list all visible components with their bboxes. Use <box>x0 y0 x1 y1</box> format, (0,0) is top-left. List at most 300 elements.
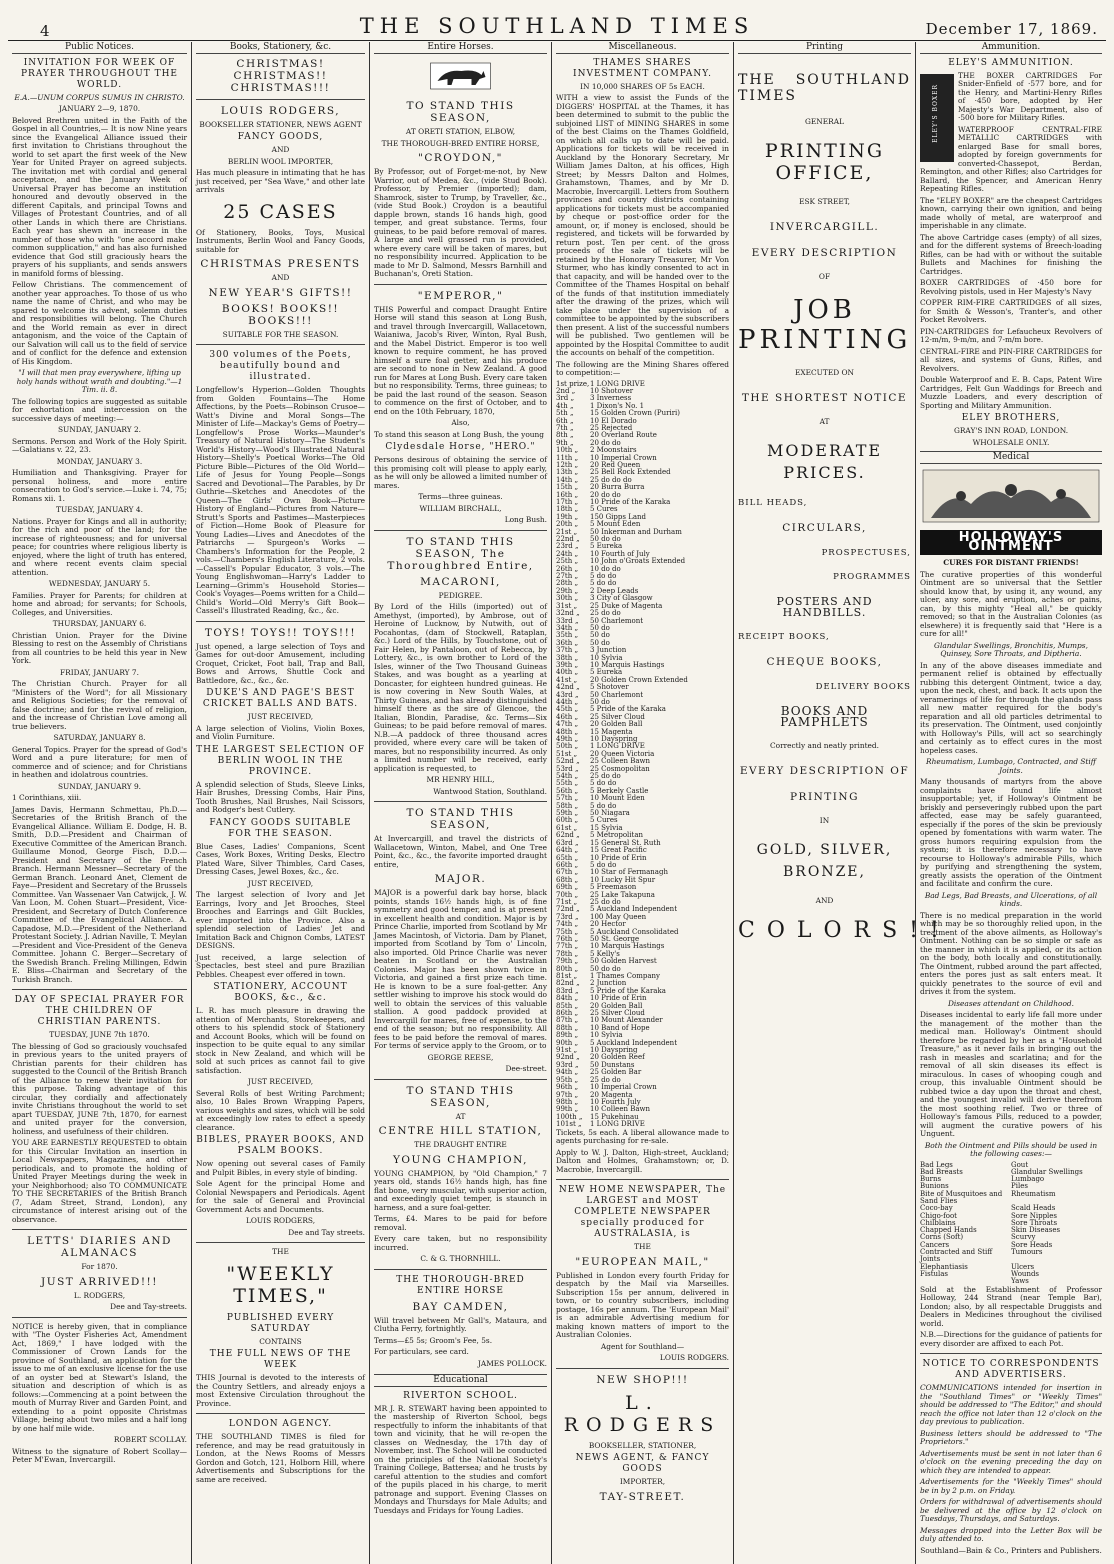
prize-rank: 90th „ <box>556 1038 579 1047</box>
ailment-item: Wounds <box>1011 1269 1040 1278</box>
prize-shares: 5 do do <box>590 801 617 810</box>
shop-owner-name: L. RODGERS <box>563 1391 722 1436</box>
prize-shares: 20 Red Queen <box>590 460 641 469</box>
ad-terms: Terms, £4. Mares to be paid for before removal. <box>374 1214 547 1232</box>
berlin-wool-heading: THE LARGEST SELECTION OF BERLIN WOOL IN THE PROVINCE. <box>196 744 365 777</box>
signatories: James Davis, Hermann Schmettau, Ph.D.—Secretaries of the British Branch of the Evangelical Alliance. William E. Dodge, H. B. Smith, D.D.—President and Chairman of Executive Committee of the American Branch. Guillaume Monod, George Fisch, D.D.—President and Secretary of the French Branch. Hermann Messner—Secretary of the German Branch. Leonard Anet, Clement de Faye—President and Secretary of the Brussels Committee. Van Wassenaer Van Catwijck, J. W. Van Loon, M. Cohen Stuart—President, Vice-President, and Secretary of Dutch Conference Committee of the Evangelical Alliance. A. Capadose, M.D.—President of the Netherland Protestant Society. J. Adrian Naville, T. Meylan—President and Vice-President of the Geneva Committee. Johann C. Berger—Secretary of the Swedish Branch. Freling Millingen, Edwin E. Bliss—Chairman and Secretary of the Turkish Branch. <box>12 804 187 984</box>
prize-rank: 82nd „ <box>556 979 580 988</box>
cures-heading: CURES FOR DISTANT FRIENDS! <box>943 558 1079 567</box>
divider <box>374 530 547 531</box>
ad-paragraph: Double Waterproof and E. B. Caps, Patent Wire Cartridges, Felt Gun Waddings for Breech and Muzzle Loaders, and every description of Sporting and Military Ammunition. <box>920 375 1102 410</box>
station-name: CENTRE HILL STATION, <box>378 1125 543 1137</box>
prize-rank: 64th „ <box>556 846 579 855</box>
prize-rank: 30th „ <box>556 594 579 603</box>
notice-paragraph: Fellow Christians. The commencement of another year approaches. To those of us who name the name of Christ, and who may be spared to welcome its advent, solemn duties and responsibilities will belong. The Church and the World remain as ever in direct antagonism, and the voice of the Captain of our Salvation will call us to the field of service and of conflict for the defence and extension of His Kingdom. <box>12 280 187 366</box>
day-heading: SUNDAY, JANUARY 9. <box>57 781 142 791</box>
column-heading: Entire Horses. <box>374 42 547 54</box>
prize-shares: 15 Magenta <box>590 727 633 736</box>
prize-shares: 5 Pride of the Karaka <box>590 986 666 995</box>
ailment-item: Chigo-foot <box>920 1211 957 1220</box>
print-line: IN <box>819 815 830 825</box>
prize-list <box>556 381 729 1129</box>
ad-paragraph: WATERPROOF CENTRAL-FIRE METALLIC CARTRIDGES with enlarged Base for small bores, adopted by foreign governments for converted-Chassepot, Berdan, Remington, and other Rifles; also Cartridges for Ballard, the Spencer, and American Henry Repeating Rifles. <box>920 124 1102 193</box>
ailment-item: Piles <box>1011 1182 1028 1191</box>
prize-shares: 1 LONG DRIVE <box>590 379 645 388</box>
prayer-topic: The Christian Church. Prayer for all "Ministers of the Word"; for all Missionary and Religious Societies; for the removal of false doctrine; and for the revival of religion, and the increase of Christian Love among all true believers. <box>12 679 187 731</box>
prize-rank: 88th „ <box>556 1023 579 1032</box>
ad-paragraph: THIS Journal is devoted to the interests of the Country Settlers, and already enjoys a most Extensive Circulation throughout the Province. <box>196 1373 365 1408</box>
prize-rank: 70th „ <box>556 890 579 899</box>
divider <box>196 344 365 345</box>
ailment-item: Skin Diseases <box>1011 1226 1061 1235</box>
ad-paragraph: The "ELEY BOXER" are the cheapest Cartridges known, carrying their own ignition, and being made wholly of metal, are waterproof and imperishable in any climate. <box>920 195 1102 230</box>
prize-row <box>556 1054 729 1061</box>
divider <box>374 1079 547 1080</box>
european-mail-title: "EUROPEAN MAIL," <box>575 1255 710 1268</box>
ailment-item: Glandular Swellings <box>1011 1167 1083 1176</box>
ad-paragraph: The following are the Mining Shares offered to competition:— <box>556 359 729 377</box>
ad-paragraph: PIN-CARTRIDGES for Lefaucheux Revolvers of 12-m/m, 9-m/m, and 7-m/m bore. <box>920 326 1102 344</box>
prize-rank: 16th „ <box>556 490 579 499</box>
prize-row <box>556 640 729 647</box>
advertiser-name: L. RODGERS, <box>73 1290 126 1300</box>
advertiser-address: Dee-street. <box>505 1064 547 1073</box>
prize-shares: 25 do do do <box>590 475 632 484</box>
ailment-item: Coco-bay <box>920 1204 953 1213</box>
prize-row <box>556 929 729 936</box>
advertiser-name: LOUIS RODGERS, <box>220 104 341 117</box>
column-ammunition-medical <box>916 42 1106 1564</box>
ailment-item: Contracted and Stiff Joints <box>920 1248 993 1264</box>
prize-shares: 20 Hector <box>590 920 626 929</box>
prize-shares: 1 LONG DRIVE <box>590 1120 645 1129</box>
weekly-times-title: "WEEKLY TIMES," <box>226 1262 335 1307</box>
printer-name: THE SOUTHLAND TIMES <box>738 71 911 104</box>
prize-rank: 1st prize, <box>556 379 590 388</box>
horse-ad-heading: TO STAND THIS SEASON, <box>406 807 515 831</box>
print-line: THE SHORTEST NOTICE <box>741 391 908 404</box>
ailment-item: Sore Heads <box>1011 1240 1053 1249</box>
ailment-item: Bunions <box>920 1182 949 1191</box>
prize-shares: 10 El Dorado <box>590 416 637 425</box>
prize-shares: 50 Golden Harvest <box>590 957 657 966</box>
prize-rank: 89th „ <box>556 1031 579 1040</box>
prize-shares: 5 Eureka <box>590 668 623 677</box>
prize-shares: 3 Inverness <box>590 394 632 403</box>
prize-row <box>556 892 729 899</box>
divider <box>196 1413 365 1414</box>
prize-rank: 101st „ <box>556 1120 582 1129</box>
prize-rank: 22nd „ <box>556 535 580 544</box>
print-item: CHEQUE BOOKS, <box>766 656 883 668</box>
prize-shares: 10 Dayspring <box>590 1046 638 1055</box>
prize-rank: 96th „ <box>556 1083 579 1092</box>
prize-shares: 10 do do <box>590 564 621 573</box>
prize-row <box>556 773 729 780</box>
prize-shares: 3 Junction <box>590 646 627 655</box>
print-item: PROSPECTUSES, <box>821 548 911 558</box>
stationery-heading: STATIONERY, ACCOUNT BOOKS, &c., &c. <box>213 982 348 1003</box>
prize-shares: 2 Junction <box>590 979 627 988</box>
prize-rank: 33rd „ <box>556 616 579 625</box>
horse-ad-location: AT ORETI STATION, ELBOW, <box>405 127 516 136</box>
prize-shares: 50 St. George <box>590 934 640 943</box>
ad-paragraph: Diseases incidental to early life fall more under the management of the mother than the medical man. Holloway's Ointment should therefore be regarded by her as a "Household Treasure," as it never fails in bringing out the rash in measles and scarlatina; and for the removal of all skin diseases its effect is miraculous. In cases of whooping cough and croup, this invaluable Ointment should be rubbed twice a day upon the throat and chest, and the youngest invalid will derive therefrom the most soothing relief. Two or three of Holloway's famous Pills, reduced to a powder, will augment the curative powers of his Unguent. <box>920 1010 1102 1138</box>
prize-rank: 56th „ <box>556 786 579 795</box>
pedigree-label: PEDIGREE. <box>438 590 483 600</box>
advertiser-name: GEORGE REESE, <box>427 1052 494 1062</box>
prize-row <box>556 1040 729 1047</box>
column-heading: Ammunition. <box>920 42 1102 54</box>
ad-paragraph: Published in London every fourth Friday for despatch by the Mail via Marseilles. Subscription 15s per annum, delivered in town, or to country subscribers, including postage, 16s per annum. The 'European Mail' is an admirable Advertising medium for making known matters of import to the Australian Colonies. <box>556 1270 729 1340</box>
prize-shares: 10 Pride of Erin <box>590 994 647 1003</box>
print-item: PROGRAMMES <box>833 572 911 582</box>
prize-rank: 86th „ <box>556 1009 579 1018</box>
day-heading: MONDAY, JANUARY 3. <box>56 456 143 466</box>
weekly-contains: CONTAINS <box>259 1336 302 1346</box>
ad-paragraph: Advertisements must be sent in not later than 6 o'clock on the evening preceding the day on which they are intended to appear. <box>920 1448 1102 1475</box>
prize-shares: 5 Auckland Consolidated <box>590 927 679 936</box>
ailment-item: Fistulas <box>920 1269 949 1278</box>
prize-rank: 73rd „ <box>556 912 579 921</box>
prize-rank: 40th „ <box>556 668 579 677</box>
prize-shares: 20 Overland Route <box>590 431 657 440</box>
prize-shares: 50 Charlemont <box>590 690 644 699</box>
just-received: JUST RECEIVED, <box>247 878 314 888</box>
column-books-stationery <box>192 42 370 1564</box>
prize-shares: 10 Sylvia <box>590 1031 623 1040</box>
prize-shares: 25 Rejected <box>590 423 633 432</box>
divider <box>12 989 187 990</box>
prize-row <box>556 558 729 565</box>
ailment-item: Elephantiasis <box>920 1262 968 1271</box>
prize-rank: 29th „ <box>556 586 579 595</box>
prize-shares: 5 Berkely Castle <box>590 786 649 795</box>
prize-rank: 45th „ <box>556 705 579 714</box>
prize-shares: 50 do <box>590 638 610 647</box>
ailment-subheading: Both the Ointment and Pills should be used in the following cases:— <box>924 1140 1098 1158</box>
prize-shares: 10 Marquis Hastings <box>590 660 665 669</box>
weekly-full-news: THE FULL NEWS OF THE WEEK <box>209 1349 352 1370</box>
ad-paragraph: By Professor, out of Forget-me-not, by New Warrior, out of Medea, &c., (vide Stud Book). Professor, by Premier (imported); dam, Shamrock, sister to Trump, by Traveller, &c., (vide Stud Book.) Croydon is a beautiful dapple brown, stands 16 hands high, good temper, and great substance. Terms, four guineas, to be paid before removal of mares. A large and well grassed run is provided, where every care will be taken of mares, but no responsibility incurred. Application to be made to Mr D. Salmond, Messrs Barnhill and Buchanan's, Oreti Station. <box>374 167 547 278</box>
prize-row <box>556 766 729 773</box>
agent-label: Agent for Southland— <box>600 1341 685 1351</box>
advertiser-address: Dee and Tay streets. <box>288 1227 365 1237</box>
ad-paragraph: The largest selection of Ivory and Jet Earrings, Ivory and Jet Brooches, Steel Brooches and Earrings and Gilt Buckles, ever imported into the Province. Also a splendid selection of Ladies' Jet and Imitation Back and Chignon Combs, LATEST DESIGNS. <box>196 890 365 950</box>
ad-also: Also, <box>451 418 470 427</box>
horse-name-major: MAJOR. <box>434 873 487 885</box>
prize-shares: 15 Great Pacific <box>590 846 647 855</box>
prize-row <box>556 440 729 447</box>
prize-shares: 5 Cures <box>590 816 618 825</box>
print-line: GENERAL <box>805 116 844 126</box>
prize-row <box>556 469 729 476</box>
prize-rank: 99th „ <box>556 1105 579 1114</box>
poets-heading: 300 volumes of the Poets, beautifully bound and illustrated. <box>209 350 352 382</box>
horse-ad-type: THE THOROUGH-BRED ENTIRE HORSE <box>396 1274 525 1296</box>
prize-row <box>556 647 729 654</box>
ad-paragraph: Orders for withdrawal of advertisements should be delivered at the office by 12 o'clock on Tuesdays, Thursdays, and Saturdays. <box>920 1497 1102 1524</box>
prize-row <box>556 603 729 610</box>
column-heading: Public Notices. <box>12 42 187 54</box>
prize-rank: 51st „ <box>556 749 578 758</box>
prize-shares: 50 Niagara <box>590 809 630 818</box>
prize-shares: 25 Golden Bar <box>590 1068 642 1077</box>
prize-shares: 5 Shotover <box>590 683 629 692</box>
ad-paragraph: L. R. has much pleasure in drawing the attention of Merchants, Storekeepers, and others to his splendid stock of Stationery and Account Books, which will be found on inspection to be quite equal to any similar stock in New Zealand, and which will be sold at such prices as cannot fail to give satisfaction. <box>196 1006 365 1075</box>
advertiser-address: Wantwood Station, Southland. <box>433 786 547 796</box>
ailment-item: Scald Heads <box>1011 1204 1056 1213</box>
cartridge-illustration <box>920 74 954 162</box>
ailment-item: Corns (Soft) <box>920 1233 964 1242</box>
ad-paragraph: MR J. R. STEWART having been appointed to the mastership of Riverton School, begs respectfully to inform the inhabitants of that town and vicinity, that he will re-open the classes on Wednesday, the 17th day of November, inst. The School will be conducted on the principles of the National Society's Training College, Battersea; and he trusts by careful attention to the studies and comfort of the pupils placed in his charge, to merit patronage and support. Evening Classes on Mondays and Thursdays for Male Adults; and Tuesdays and Fridays for Young Ladies. <box>374 1403 547 1515</box>
ailment-subheading: Diseases attendant on Childhood. <box>947 998 1075 1008</box>
special-prayer-title: DAY OF SPECIAL PRAYER FOR THE CHILDREN OF CHRISTIAN PARENTS. <box>14 995 185 1027</box>
horse-ad-type: THE DRAUGHT ENTIRE <box>414 1140 507 1149</box>
prize-shares: 25 do do <box>590 1075 621 1084</box>
column-entire-horses <box>370 42 552 1564</box>
prize-rank: 100th „ <box>556 1112 583 1121</box>
prize-shares: 10 Colleen Bawn <box>590 1105 651 1114</box>
prize-rank: 27th „ <box>556 572 579 581</box>
prize-rank: 35th „ <box>556 631 579 640</box>
divider <box>12 1317 187 1318</box>
prize-row <box>556 514 729 521</box>
prize-shares: 20 do do <box>590 438 621 447</box>
prize-row <box>556 455 729 462</box>
advertiser-name: LOUIS RODGERS. <box>659 1353 729 1363</box>
prize-shares: 25 Lake Takapuna <box>590 890 655 899</box>
prize-shares: 5 do do <box>590 579 617 588</box>
prize-rank: 20th „ <box>556 520 579 529</box>
prize-rank: 92nd „ <box>556 1053 580 1062</box>
prize-rank: 98th „ <box>556 1097 579 1106</box>
prize-rank: 77th „ <box>556 942 579 951</box>
prize-rank: 67th „ <box>556 868 579 877</box>
print-item: BOOKS AND PAMPHLETS <box>780 704 869 729</box>
ad-paragraph: The above Cartridge cases (empty) of all sizes, and for the different systems of Breech-loading Rifles, can be had with or without the suitable Bullets and Machines for finishing the Cartridges. <box>920 232 1102 276</box>
prize-shares: 20 Golden Crown Extended <box>590 675 688 684</box>
just-received: JUST RECEIVED, <box>247 712 314 721</box>
ailment-subheading: Rheumatism, Lumbago, Contracted, and Stiff Joints. <box>926 757 1096 775</box>
prayer-topic: Nations. Prayer for Kings and all in authority; for the rich and poor of the land; for the increase of righteousness; and for universal peace; for countries where religious liberty is enjoyed, where the light of truth has entered, and where recent events claim special attention. <box>12 516 187 577</box>
ad-paragraph: CENTRAL-FIRE and PIN-FIRE CARTRIDGES for all sizes, and systems of Guns, Rifles, and Revolvers. <box>920 346 1102 373</box>
prize-shares: 150 Gipps Land <box>590 512 647 521</box>
prize-rank: 87th „ <box>556 1016 579 1025</box>
just-received: JUST RECEIVED, <box>247 1077 314 1086</box>
ad-the: THE <box>634 1242 651 1252</box>
prize-rank: 79th „ <box>556 957 579 966</box>
prize-shares: 50 do <box>590 631 610 640</box>
prize-shares: 5 do do <box>590 572 617 581</box>
print-line: EVERY DESCRIPTION <box>751 246 898 259</box>
bibles-heading: BIBLES, PRAYER BOOKS, AND PSALM BOOKS. <box>196 1135 365 1156</box>
prize-rank: 13th „ <box>556 468 579 477</box>
advertiser-address: GRAY'S INN ROAD, LONDON. <box>953 426 1069 435</box>
prize-shares: 20 Golden Reef <box>590 1053 645 1062</box>
ad-paragraph: In any of the above diseases immediate and permanent relief is obtained by effectually rubbing this detergent Ointment, twice a day, upon the neck, chest, and back. It acts upon the veramerings of life for through the glands pass all new matter required for the body's reparation and all old particles detrimental to its preservation. The Ointment, used conjointly with Holloway's Pills, will act so searchingly and certainly as to effect cures in the most hopeless cases. <box>920 660 1102 755</box>
scripture-quote: "I will that men pray everywhere, lifting up holy hands without wrath and doubting."—1 Tim. ii. 8. <box>16 368 183 394</box>
prize-rank: 71st „ <box>556 897 578 906</box>
prize-row <box>556 692 729 699</box>
prize-shares: 20 Burra Burra <box>590 483 645 492</box>
prayer-topic: 1 Corinthians, xiii. <box>12 793 82 802</box>
prize-rank: 61st „ <box>556 823 578 832</box>
prize-rank: 62nd „ <box>556 831 580 840</box>
prize-row <box>556 573 729 580</box>
ad-paragraph: Every care taken, but no responsibility incurred. <box>374 1234 547 1252</box>
prize-row <box>556 618 729 625</box>
ad-paragraph: A large selection of Violins, Violin Boxes, and Violin Furniture. <box>196 723 365 741</box>
school-name: RIVERTON SCHOOL. <box>403 1390 518 1401</box>
prize-row <box>556 1084 729 1091</box>
column-public-notices <box>8 42 192 1564</box>
book-list: Longfellow's Hyperion—Golden Thoughts from Golden Fountains—The Home Affections, by the Poets—Robinson Crusoe—Watt's Divine and Moral Songs—The Minister of Life—Mackay's Gems of Poetry—Longfellow's Prose Works—Maunder's Treasury of Natural History—The Student's World's History—Wood's Illustrated Natural History—Shelly's Poetical Works—The Old Picture Bible—Pictures of the Old World—Life of Jesus for Young People—Songs Sacred and Devotional—The Parables, by Dr Guthrie—Sketches and Anecdotes of the Queen—The Girls' Own Book—Picture History of England—Pictures from Nature—Strutt's Sports and Pastimes—Masterpieces of Fiction—Home Book of Pleasure for Young Ladies—Lives and Anecdotes of the Patriarchs — Spurgeon's Works — Chambers's Information for the People, 2 vols.—Chambers's English Literature, 2 vols.—Cassell's Popular Educator, 3 vols.—The Young Englishwoman—Harry's Ladder to Learning—Grimm's Household Stories—Cook's Voyages—Poems written for a Child—Child's World—Old Merry's Gift Book—Cassell's Illustrated Reading, &c., &c. <box>196 385 365 615</box>
prize-shares: 5 do do <box>590 860 617 869</box>
column-heading: Miscellaneous. <box>556 42 729 54</box>
print-item: DELIVERY BOOKS <box>815 682 911 692</box>
divider <box>196 99 365 100</box>
ad-terms: Terms—£5 5s; Groom's Fee, 5s. <box>374 1335 493 1345</box>
prize-rank: 46th „ <box>556 712 579 721</box>
day-heading: WEDNESDAY, JANUARY 5. <box>48 579 151 588</box>
ailment-item: Rheumatism <box>1011 1189 1056 1198</box>
ad-paragraph: Of Stationery, Books, Toys, Musical Instruments, Berlin Wool and Fancy Goods, suitable for <box>196 227 365 254</box>
prize-row <box>556 677 729 684</box>
letts-year: For 1870. <box>81 1262 118 1271</box>
cricket-heading: DUKE'S AND PAGE'S BEST CRICKET BALLS AND BATS. <box>202 688 359 709</box>
holloways-ointment-banner: HOLLOWAY'S OINTMENT <box>920 530 1102 555</box>
prize-rank: 80th „ <box>556 964 579 973</box>
prize-rank: 11th „ <box>556 453 579 462</box>
column-miscellaneous <box>552 42 734 1564</box>
prize-shares: 50 Dunstans <box>590 1060 635 1069</box>
new-shop-heading: NEW SHOP!!! <box>596 1373 689 1386</box>
ad-paragraph: Apply to W. J. Dalton, High-street, Auckland; Dalton and Holmes, Grahamstown; or, D. Macrobie, Invercargill. <box>556 1147 729 1174</box>
letts-diaries-heading: LETTS' DIARIES AND ALMANACS <box>27 1235 172 1259</box>
prize-row <box>556 566 729 573</box>
prize-row <box>556 729 729 736</box>
ad-paragraph: Just opened, a large selection of Toys and Games for out-door Amusement, including Croquet, Cricket, Foot ball, Trap and Ball, Bows and Arrows, Shuttle Cock and Battledore, &c., &c., &c. <box>196 641 365 685</box>
prize-rank: 14th „ <box>556 475 579 484</box>
ailment-list <box>920 1162 1102 1286</box>
prize-row <box>556 810 729 817</box>
ad-paragraph: There is no medical preparation in the world which may be so thoroughly relied upon, in the treatment of the above ailments, as Holloway's Ointment. Nothing can be so simple or safe as the manner in which it is applied, or its action on the body, both locally and constitutionally. The Ointment, rubbed around the part affected, enters the pores just as salt enters meat. It quickly penetrates to the source of evil and drives it from the system. <box>920 910 1102 996</box>
notice-paragraph: YOU ARE EARNESTLY REQUESTED to obtain for this Circular Invitation an insertion in Local Newspapers, Magazines, and other periodicals, and to promote the holding of United Prayer Meetings during the week in your Neighborhood; also TO COMMUNICATE TO THE SECRETARIES of the British Branch (7, Adam Street, Strand, London), any circumstance of interest arising out of the observance. <box>12 1138 187 1224</box>
ailment-item: Bad Legs <box>920 1160 953 1169</box>
prize-shares: 1 Thames Company <box>590 972 660 980</box>
prize-rank: 24th „ <box>556 549 579 558</box>
divider <box>196 1242 365 1243</box>
prize-shares: 100 May Queen <box>590 912 647 921</box>
day-heading: SUNDAY, JANUARY 2. <box>57 425 142 434</box>
section-heading-medical: Medical <box>920 451 1102 464</box>
ad-paragraph: Business letters should be addressed to "The Proprietors." <box>920 1428 1102 1447</box>
ailment-subheading: Bad Legs, Bad Breasts, and Ulcerations, of all kinds. <box>924 890 1098 908</box>
ad-paragraph: MAJOR is a powerful dark bay horse, black points, stands 16½ hands high, is of fine symmetry and good temper, and is at present in excellent health and condition. Major is by Prince Charlie, imported from Scotland by Mr James Macintosh, of Victoria. Dam by Planet, imported from Scotland by Tom o' Lincoln, also imported. Old Prince Charlie was never beaten in Scotland or the Australian Colonies. Major has been shown twice in Victoria, and gained a first prize each time. He is known to be a sure foal-getter. Any settler wishing to improve his stock would do well to obtain the services of this valuable stallion. A good paddock provided at Invercargill for mares, free of expense, to the end of the season; but no responsibility. All fees to be paid before the removal of mares. For terms of service apply to the Groom, or to <box>374 888 547 1050</box>
prize-shares: 10 Dayspring <box>590 735 638 743</box>
prize-shares: 15 Golden Crown (Puriri) <box>590 409 681 418</box>
masthead <box>8 0 1106 41</box>
prize-shares: 25 Cosmopolitan <box>590 764 650 773</box>
prize-rank: 57th „ <box>556 794 579 803</box>
prize-shares: 5 Eureka <box>590 542 623 551</box>
prayer-topic: Families. Prayer for Parents; for children at home and abroad; for servants; for Schools, Colleges, and Universities. <box>12 590 187 617</box>
prize-rank: 53rd „ <box>556 764 579 773</box>
prize-rank: 19th „ <box>556 512 579 521</box>
prize-row <box>556 795 729 802</box>
newspaper-title: THE SOUTHLAND TIMES <box>359 14 755 38</box>
notice-dates: JANUARY 2—9, 1870. <box>58 104 141 113</box>
prize-shares: 15 Sylvia <box>590 823 623 832</box>
prize-rank: 55th „ <box>556 779 579 788</box>
horse-name-bay-camden: BAY CAMDEN, <box>412 1300 509 1313</box>
print-line: Correctly and neatly printed. <box>770 741 879 750</box>
prize-rank: 93rd „ <box>556 1060 579 1069</box>
wholesale-only: WHOLESALE ONLY. <box>972 437 1050 447</box>
ailment-item: Scurvy <box>1011 1233 1036 1242</box>
trade-line: AND <box>271 145 290 154</box>
print-item: BILL HEADS, <box>738 498 808 508</box>
prize-shares: 50 Charlemont <box>590 616 644 625</box>
divider <box>920 1353 1102 1354</box>
issue-date: December 17, 1869. <box>925 20 1098 38</box>
prize-rank: 94th „ <box>556 1068 579 1077</box>
prize-shares: 10 John o'Groats Extended <box>590 557 686 566</box>
prize-shares: 10 Imperial Crown <box>590 1083 657 1092</box>
prize-shares: 10 Shotover <box>590 386 634 395</box>
prize-rank: 84th „ <box>556 994 579 1003</box>
prize-row <box>556 625 729 632</box>
prize-shares: 25 Colleen Bawn <box>590 757 651 766</box>
ailment-item: Gout <box>1011 1160 1029 1169</box>
prize-rank: 91st „ <box>556 1046 578 1055</box>
prize-rank: 48th „ <box>556 727 579 736</box>
ad-paragraph: WITH a view to assist the Funds of the DIGGERS' HOSPITAL at the Thames, it has been determined to submit to the public the subjoined LIST of MINING SHARES in some of the best Claims on the Thames Goldfield, on which all calls up to date will be paid. Applications for tickets will be received in Auckland by the Honorary Secretary, Mr William James Dalton, at his offices, High Street; by Messrs Dalton and Holmes, Grahamstown, Thames, and by Mr D. Macrobie, Invercargill. Letters from Southern provinces and country districts containing applications for tickets must be accompanied by cheque or post-office order for the amount, or, if money is enclosed, should be registered, and tickets will be forwarded by return post. Ten per cent. of the gross proceeds of the sale of tickets will be retained by the Honorary Treasurer, Mr Von Sturmer, who has kindly consented to act in that capacity, and will be handed over to the Committee of the Thames Hospital on behalf of the funds of that institution immediately after the drawing of the prizes, which will take place under the supervision of a committee to be appointed by the subscribers then present. A list of the successful numbers will be published. Two gentlemen will be appointed by the Hospital Committee to audit the accounts on behalf of the competition. <box>556 93 729 357</box>
prize-shares: 3 City of Glasgow <box>590 594 653 603</box>
prize-rank: 44th „ <box>556 697 579 706</box>
special-prayer-date: TUESDAY, JUNE 7th 1870. <box>49 1030 150 1039</box>
prize-row <box>556 817 729 824</box>
prize-row <box>556 410 729 417</box>
ad-paragraph: Advertisements for the "Weekly Times" should be in by 2 p.m. on Friday. <box>920 1477 1102 1495</box>
prize-rank: 39th „ <box>556 660 579 669</box>
holloway-engraving <box>920 468 1102 524</box>
ailment-item: Burns <box>920 1175 942 1184</box>
imprint: Southland—Bain & Co., Printers and Publishers. <box>920 1545 1102 1555</box>
prize-shares: 5 Auckland Independent <box>590 1038 678 1047</box>
horse-name-croydon: "CROYDON," <box>417 152 504 164</box>
prize-row <box>556 381 729 388</box>
divider <box>556 1368 729 1369</box>
prize-rank: 60th „ <box>556 816 579 825</box>
ailment-item: Bite of Musquitoes and Sand Flies <box>920 1189 1003 1205</box>
ailment-item: Tumours <box>1011 1248 1043 1257</box>
prize-shares: 5 Freemason <box>590 883 637 892</box>
ad-paragraph: By Lord of the Hills (imported) out of Amethyst, (imported), by Ambrose, out of Heroine of Lucknow, by Nutwith, out of Pocahontas, (dam of Stockwell, Rataplan, &c.) Lord of the Hills, by Touchstone, out of Fair Helen, by Pantaloon, out of Rebecca, by Lottery, &c., is own brother to Lord of the Isles, winner of the Two Thousand Guineas Stakes, and was bought as a yearling at Doncaster, for eighteen hundred guineas. He is now covering in New South Wales, at Thirty Guineas, and has already distinguished himself there as the sire of Glencoe, the Italian, Blondin, Paradise, &c. Terms—Six Guineas; to be paid before removal of mares. N.B.—A paddock of three thousand acres provided, where every care will be taken of mares, but no responsibility incurred. As only a limited number will be received, early application is requested, to <box>374 602 547 773</box>
prize-row <box>556 499 729 506</box>
ad-paragraph: BOXER CARTRIDGES of ·450 bore for Revolving pistols, used in Her Majesty's Navy <box>920 278 1102 296</box>
print-line: EXECUTED ON <box>794 368 855 377</box>
prize-rank: 72nd „ <box>556 905 580 914</box>
prize-shares: 10 Pride of Erin <box>590 853 647 862</box>
prize-rank: 74th „ <box>556 920 579 929</box>
prize-shares: 25 Silver Cloud <box>590 712 645 721</box>
print-line: PRINTING OFFICE, <box>764 140 885 184</box>
prize-rank: 3rd „ <box>556 394 575 403</box>
ad-paragraph: Will travel between Mr Gall's, Mataura, and Clutha Ferry, fortnightly. <box>374 1315 547 1333</box>
prize-rank: 75th „ <box>556 927 579 936</box>
